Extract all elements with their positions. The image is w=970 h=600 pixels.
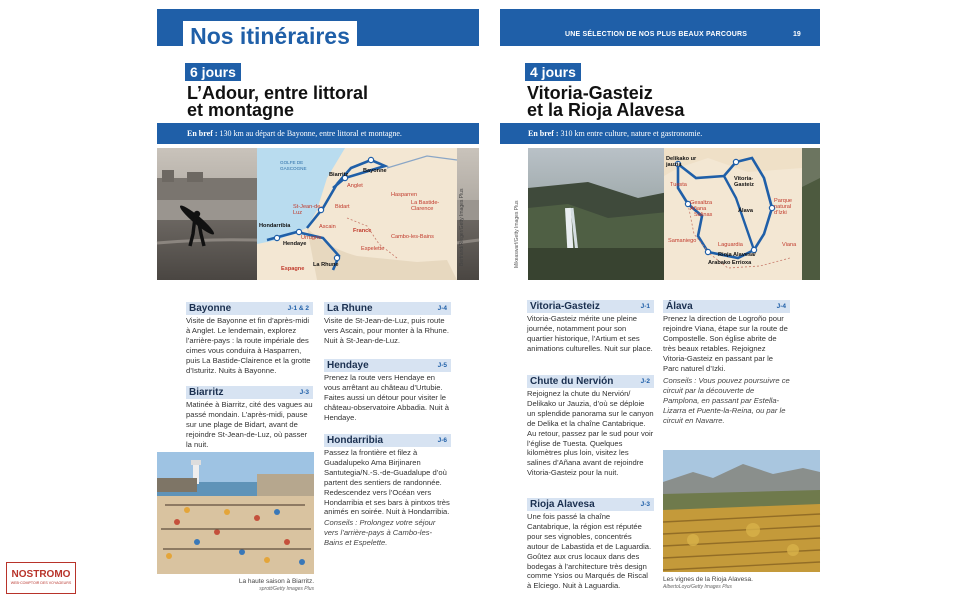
section-rioja-title: Rioja Alavesa	[530, 499, 595, 510]
left-brief	[187, 129, 477, 139]
section-larhune-text: Visite de St-Jean-de-Luz, puis route vers Ascain, pour monter à la Rhune. Nuit à St-Jean-de-Luz.	[324, 316, 449, 345]
left-tip: Conseils : Prolongez votre séjour vers l’arrière-pays à Cambo-les-Bains et Espelette.	[324, 518, 436, 547]
right-route-title-line2: et la Rioja Alavesa	[527, 100, 685, 120]
map-label-hasparren: Hasparren	[391, 192, 418, 198]
map-label-bayonne: Bayonne	[363, 168, 387, 174]
map-label-anglet: Anglet	[347, 183, 363, 189]
section-hondarribia-text: Passez la frontière et filez à Guadalupeko Ama Birjinaren Santutegia/N.-S.-de-Guadalupe d’où partent des sentiers de randonnée. Redescendez vers l’Océan vers Hondarribia et ses bars à pintxos très animés en soirée. Nuit à Hondarribia.	[324, 448, 450, 517]
nostromo-logo	[6, 562, 76, 594]
beach-credit: sprott/Getty Images Plus	[259, 586, 314, 592]
map-label-espagne: Espagne	[281, 266, 305, 272]
right-tip: Conseils : Vous pouvez poursuivre ce circuit par la découverte de Pamplona, en passant par Estella-Lizarra et Puente-la-Reina, ou par le circuit en Navarre.	[663, 376, 790, 425]
map-label-viana: Viana	[782, 242, 797, 248]
right-brief-text: 310 km entre culture, nature et gastronomie.	[558, 129, 703, 138]
beach-caption: La haute saison à Biarritz.	[238, 578, 314, 585]
section-hondarribia-title: Hondarribia	[327, 435, 384, 446]
map-label-tuesta: Tuesta	[670, 182, 687, 188]
map-label-urrugne: Urrugne	[301, 235, 322, 241]
section-alava-day: J-4	[776, 303, 786, 310]
section-alava-text: Prenez la direction de Logroño pour rejoindre Viana, étape sur la route de Compostelle. Son église abrite de très beaux retables. Rejoignez Vitoria-Gasteiz en passant par le Parc naturel d’Izki.	[663, 314, 788, 373]
map-label-alava: Álava	[738, 208, 753, 214]
beach-photo	[157, 452, 314, 574]
left-photo-credit: Bertrand/Rieger/Getty Images Plus	[459, 188, 465, 266]
logo-tagline: WEB·COMPTOIR DES VOYAGEURS	[10, 581, 72, 585]
map-label-france: France	[353, 228, 372, 234]
map-label-golfe: GOLFE DE GASCOGNE	[280, 160, 307, 171]
section-rioja	[527, 498, 654, 511]
right-route-title-line1: Vitoria-Gasteiz	[527, 83, 653, 103]
section-rioja-day: J-3	[640, 501, 650, 508]
section-biarritz	[186, 386, 313, 399]
section-larhune	[324, 302, 451, 315]
right-header-bar	[500, 9, 820, 46]
map-label-bidart: Bidart	[335, 204, 350, 210]
section-bayonne-text: Visite de Bayonne et fin d’après-midi à Anglet. Le lendemain, explorez l’arrière-pays : la route impériale des cimes vous conduira à Hasparren, puis La Bastide-Clairence et la grotte d’Isturitz. Nuits à Bayonne.	[186, 316, 311, 375]
map-label-cambo: Cambo-les-Bains	[391, 234, 434, 240]
section-nervion	[527, 375, 654, 388]
section-hendaye-text: Prenez la route vers Hendaye en vous arrêtant au château d’Urtubie. Faites aussi un détour pour visiter le château-observatoire Abbadia. Nuit à Hendaye.	[324, 373, 449, 422]
map-label-stjean: St-Jean-de-Luz	[293, 204, 323, 216]
right-waterfall-photo	[514, 148, 820, 280]
section-bayonne-day: J-1 & 2	[287, 305, 309, 312]
logo-name: NOSTROMO	[11, 569, 71, 580]
left-brief-label: En bref :	[187, 129, 218, 138]
section-bayonne	[186, 302, 313, 315]
vine-credit: AlbertoLoyo/Getty Images Plus	[663, 584, 732, 590]
section-nervion-title: Chute du Nervión	[530, 376, 614, 387]
right-photo-credit: Mikeaswarf/Getty Images Plus	[514, 200, 520, 268]
section-bayonne-title: Bayonne	[189, 303, 232, 314]
map-label-gesaltza: Gesaltza Añana	[690, 200, 713, 212]
left-surfer-photo	[157, 148, 479, 280]
map-label-samaniego: Samaniego	[668, 238, 697, 244]
map-label-parque: Parque natural d’Izki	[774, 198, 793, 216]
section-larhune-title: La Rhune	[327, 303, 373, 314]
section-nervion-day: J-2	[640, 378, 650, 385]
page-number: 19	[793, 31, 801, 38]
section-rioja-text: Une fois passé la chaîne Cantabrique, la région est réputée pour ses vignobles, concentrés autour de Labastida et de Laguardia. Goûtez aux crus locaux dans des bodegas à l’architecture très design comme Ysios ou Marqués de Riscal à Elciego. Nuit à Laguardia.	[527, 512, 652, 591]
map-label-biarritz: Biarritz	[329, 172, 349, 178]
section-alava-title: Álava	[666, 301, 693, 312]
map-label-delikako: Delikako ur jauzia	[666, 156, 697, 168]
map-label-hendaye: Hendaye	[283, 241, 307, 247]
section-nervion-text: Rejoignez la chute du Nervión/ Delikako ur Jauzia, d’où se déploie un splendide panorama sur le canyon de Delika et la chaîne Cantabrique. Au retour, passez par le sud pour voir l’église de Tuesta. Quelques kilomètres plus loin, visitez les salines d’Añana avant de rejoindre Vitoria-Gasteiz pour la nuit.	[527, 389, 654, 478]
map-label-labastide: La Bastide-Clarence	[411, 200, 440, 212]
section-hendaye	[324, 359, 451, 372]
map-label-espelette: Espelette	[361, 246, 385, 252]
map-label-vitoria: Vitoria-Gasteiz	[734, 176, 754, 188]
map-label-larhune: La Rhune	[313, 262, 339, 268]
map-label-laguardia: Laguardia	[718, 242, 743, 248]
section-biarritz-day: J-3	[299, 389, 309, 396]
section-biarritz-title: Biarritz	[189, 387, 224, 398]
section-vitoria-text: Vitoria-Gasteiz mérite une pleine journée, notamment pour son quartier historique, l’Artium et ses animations culturelles. Nuit sur place.	[527, 314, 653, 353]
section-hondarribia-day: J-6	[437, 437, 447, 444]
section-hendaye-day: J-5	[437, 362, 447, 369]
map-label-ascain: Ascain	[319, 224, 336, 230]
section-hondarribia	[324, 434, 451, 447]
left-days-badge: 6 jours	[185, 63, 241, 81]
section-vitoria-day: J-1	[640, 303, 650, 310]
section-vitoria-title: Vitoria-Gasteiz	[530, 301, 600, 312]
left-route-title-line1: L’Adour, entre littoral	[187, 83, 369, 103]
right-days-badge: 4 jours	[525, 63, 581, 81]
section-hendaye-title: Hendaye	[327, 360, 369, 371]
map-label-salinas: Salinas	[694, 212, 713, 218]
right-header-text: UNE SÉLECTION DE NOS PLUS BEAUX PARCOURS	[565, 31, 748, 38]
map-label-hondarribia: Hondarribia	[259, 223, 291, 229]
section-alava	[663, 300, 790, 313]
map-label-rioja: Rioja Alavesa/	[718, 252, 756, 258]
right-brief	[528, 129, 818, 139]
vine-caption: Les vignes de la Rioja Alavesa.	[663, 576, 753, 583]
page-title: Nos itinéraires	[183, 21, 357, 51]
map-label-arabako: Arabako Errioxa	[708, 260, 752, 266]
left-brief-text: 130 km au départ de Bayonne, entre littoral et montagne.	[217, 129, 402, 138]
right-brief-label: En bref :	[528, 129, 559, 138]
section-larhune-day: J-4	[437, 305, 447, 312]
section-biarritz-text: Matinée à Biarritz, cité des vagues au passé mondain. L’après-midi, pause sur une plage de Bidart, avant de rejoindre St-Jean-de-Luz, où passer la nuit.	[186, 400, 313, 449]
section-vitoria	[527, 300, 654, 313]
vineyard-photo	[663, 450, 820, 572]
left-route-title-line2: et montagne	[187, 100, 295, 120]
